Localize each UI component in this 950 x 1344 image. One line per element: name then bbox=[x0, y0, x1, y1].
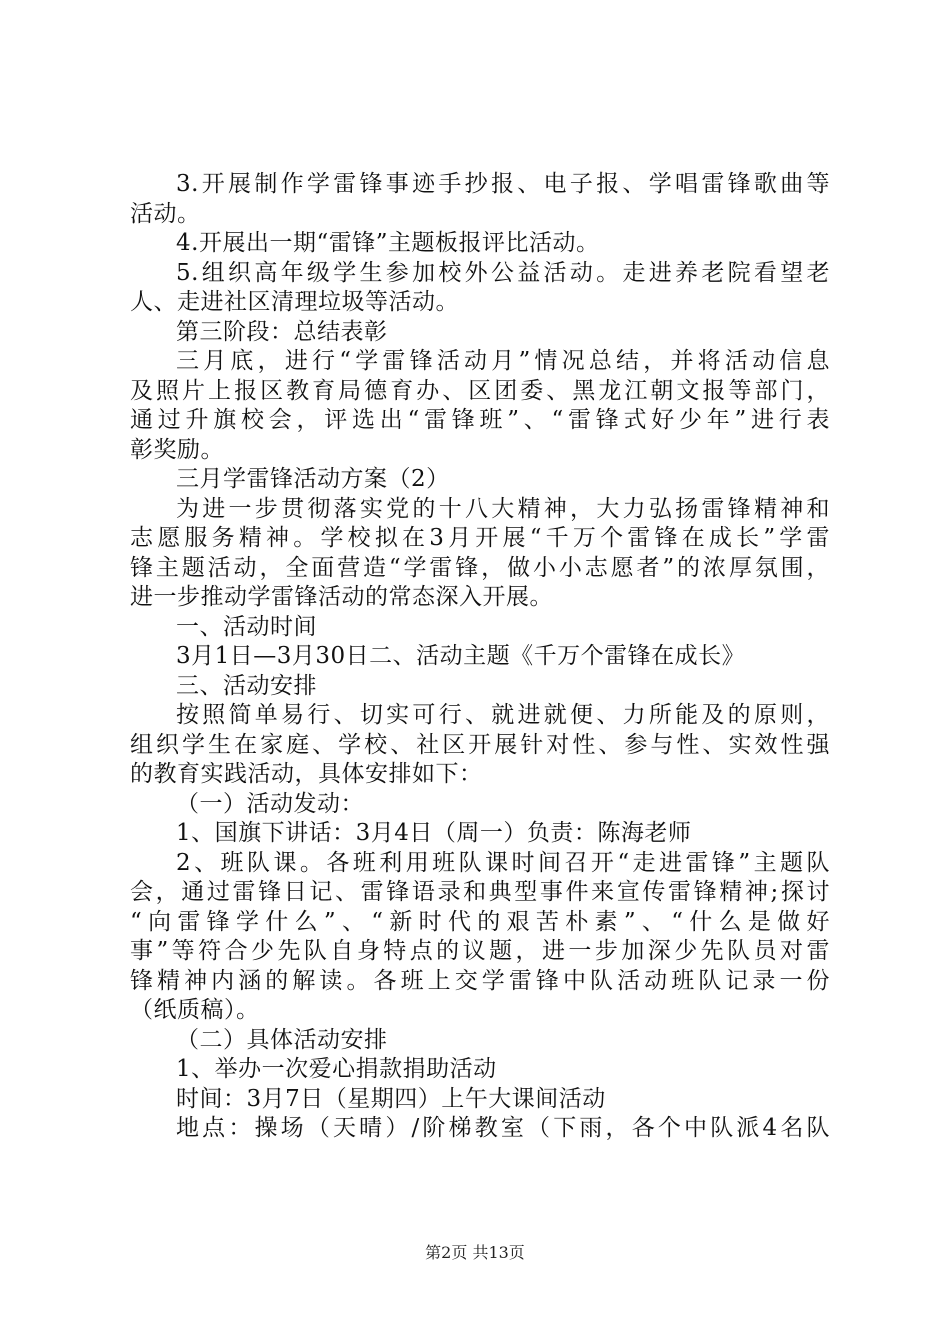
text-line: 锋主题活动，全面营造“学雷锋，做小小志愿者”的浓厚氛围， bbox=[130, 554, 830, 581]
text-line: 1、国旗下讲话：3月4日（周一）负责：陈海老师 bbox=[176, 820, 692, 846]
text-line: 通过升旗校会，评选出“雷锋班”、“雷锋式好少年”进行表 bbox=[130, 407, 830, 433]
text-line: （一）活动发动： bbox=[176, 790, 364, 817]
text-line: 时间：3月7日（星期四）上午大课间活动 bbox=[176, 1085, 606, 1112]
text-line: 三月底，进行“学雷锋活动月”情况总结，并将活动信息 bbox=[176, 348, 830, 374]
text-line: 组织学生在家庭、学校、社区开展针对性、参与性、实效性强 bbox=[130, 731, 830, 758]
text-line: 事”等符合少先队自身特点的议题，进一步加深少先队员对雷 bbox=[130, 938, 830, 964]
text-line: （纸质稿）。 bbox=[130, 997, 260, 1023]
page-footer: 第2页 共13页 bbox=[425, 1243, 525, 1262]
text-line: 地点：操场（天晴）/阶梯教室（下雨，各个中队派4名队 bbox=[176, 1115, 830, 1141]
text-line: 活动。 bbox=[130, 200, 201, 227]
text-line: 3.开展制作学雷锋事迹手抄报、电子报、学唱雷锋歌曲等 bbox=[176, 171, 830, 197]
text-line: 为进一步贯彻落实党的十八大精神，大力弘扬雷锋精神和 bbox=[176, 495, 830, 522]
text-line: 的教育实践活动，具体安排如下： bbox=[130, 761, 483, 787]
text-line: 三月学雷锋活动方案（2） bbox=[176, 466, 450, 492]
text-line: 按照简单易行、切实可行、就进就便、力所能及的原则， bbox=[176, 702, 830, 728]
text-line: （二）具体活动安排 bbox=[176, 1026, 388, 1053]
text-line: 彰奖励。 bbox=[130, 436, 224, 463]
text-line: 第三阶段：总结表彰 bbox=[176, 318, 388, 345]
text-line: 1、举办一次爱心捐款捐助活动 bbox=[176, 1056, 497, 1082]
text-line: 4.开展出一期“雷锋”主题板报评比活动。 bbox=[176, 230, 600, 256]
text-line: 进一步推动学雷锋活动的常态深入开展。 bbox=[130, 584, 553, 610]
text-line: 及照片上报区教育局德育办、区团委、黑龙江朝文报等部门， bbox=[130, 377, 830, 404]
document-body bbox=[130, 170, 830, 1144]
text-line: 5.组织高年级学生参加校外公益活动。走进养老院看望老 bbox=[176, 259, 830, 286]
text-line: 2、班队课。各班利用班队课时间召开“走进雷锋”主题队 bbox=[176, 849, 830, 876]
text-line: 3月1日—3月30日二、活动主题《千万个雷锋在成长》 bbox=[176, 643, 746, 669]
text-line: 锋精神内涵的解读。各班上交学雷锋中队活动班队记录一份 bbox=[130, 967, 830, 994]
text-line: 人、走进社区清理垃圾等活动。 bbox=[130, 289, 459, 315]
text-line: “向雷锋学什么”、“新时代的艰苦朴素”、“什么是做好 bbox=[130, 908, 830, 935]
text-line: 会，通过雷锋日记、雷锋语录和典型事件来宣传雷锋精神;探讨 bbox=[130, 879, 830, 905]
text-line: 三、活动安排 bbox=[176, 672, 317, 699]
text-line: 一、活动时间 bbox=[176, 613, 317, 640]
text-line: 志愿服务精神。学校拟在3月开展“千万个雷锋在成长”学雷 bbox=[130, 525, 830, 551]
